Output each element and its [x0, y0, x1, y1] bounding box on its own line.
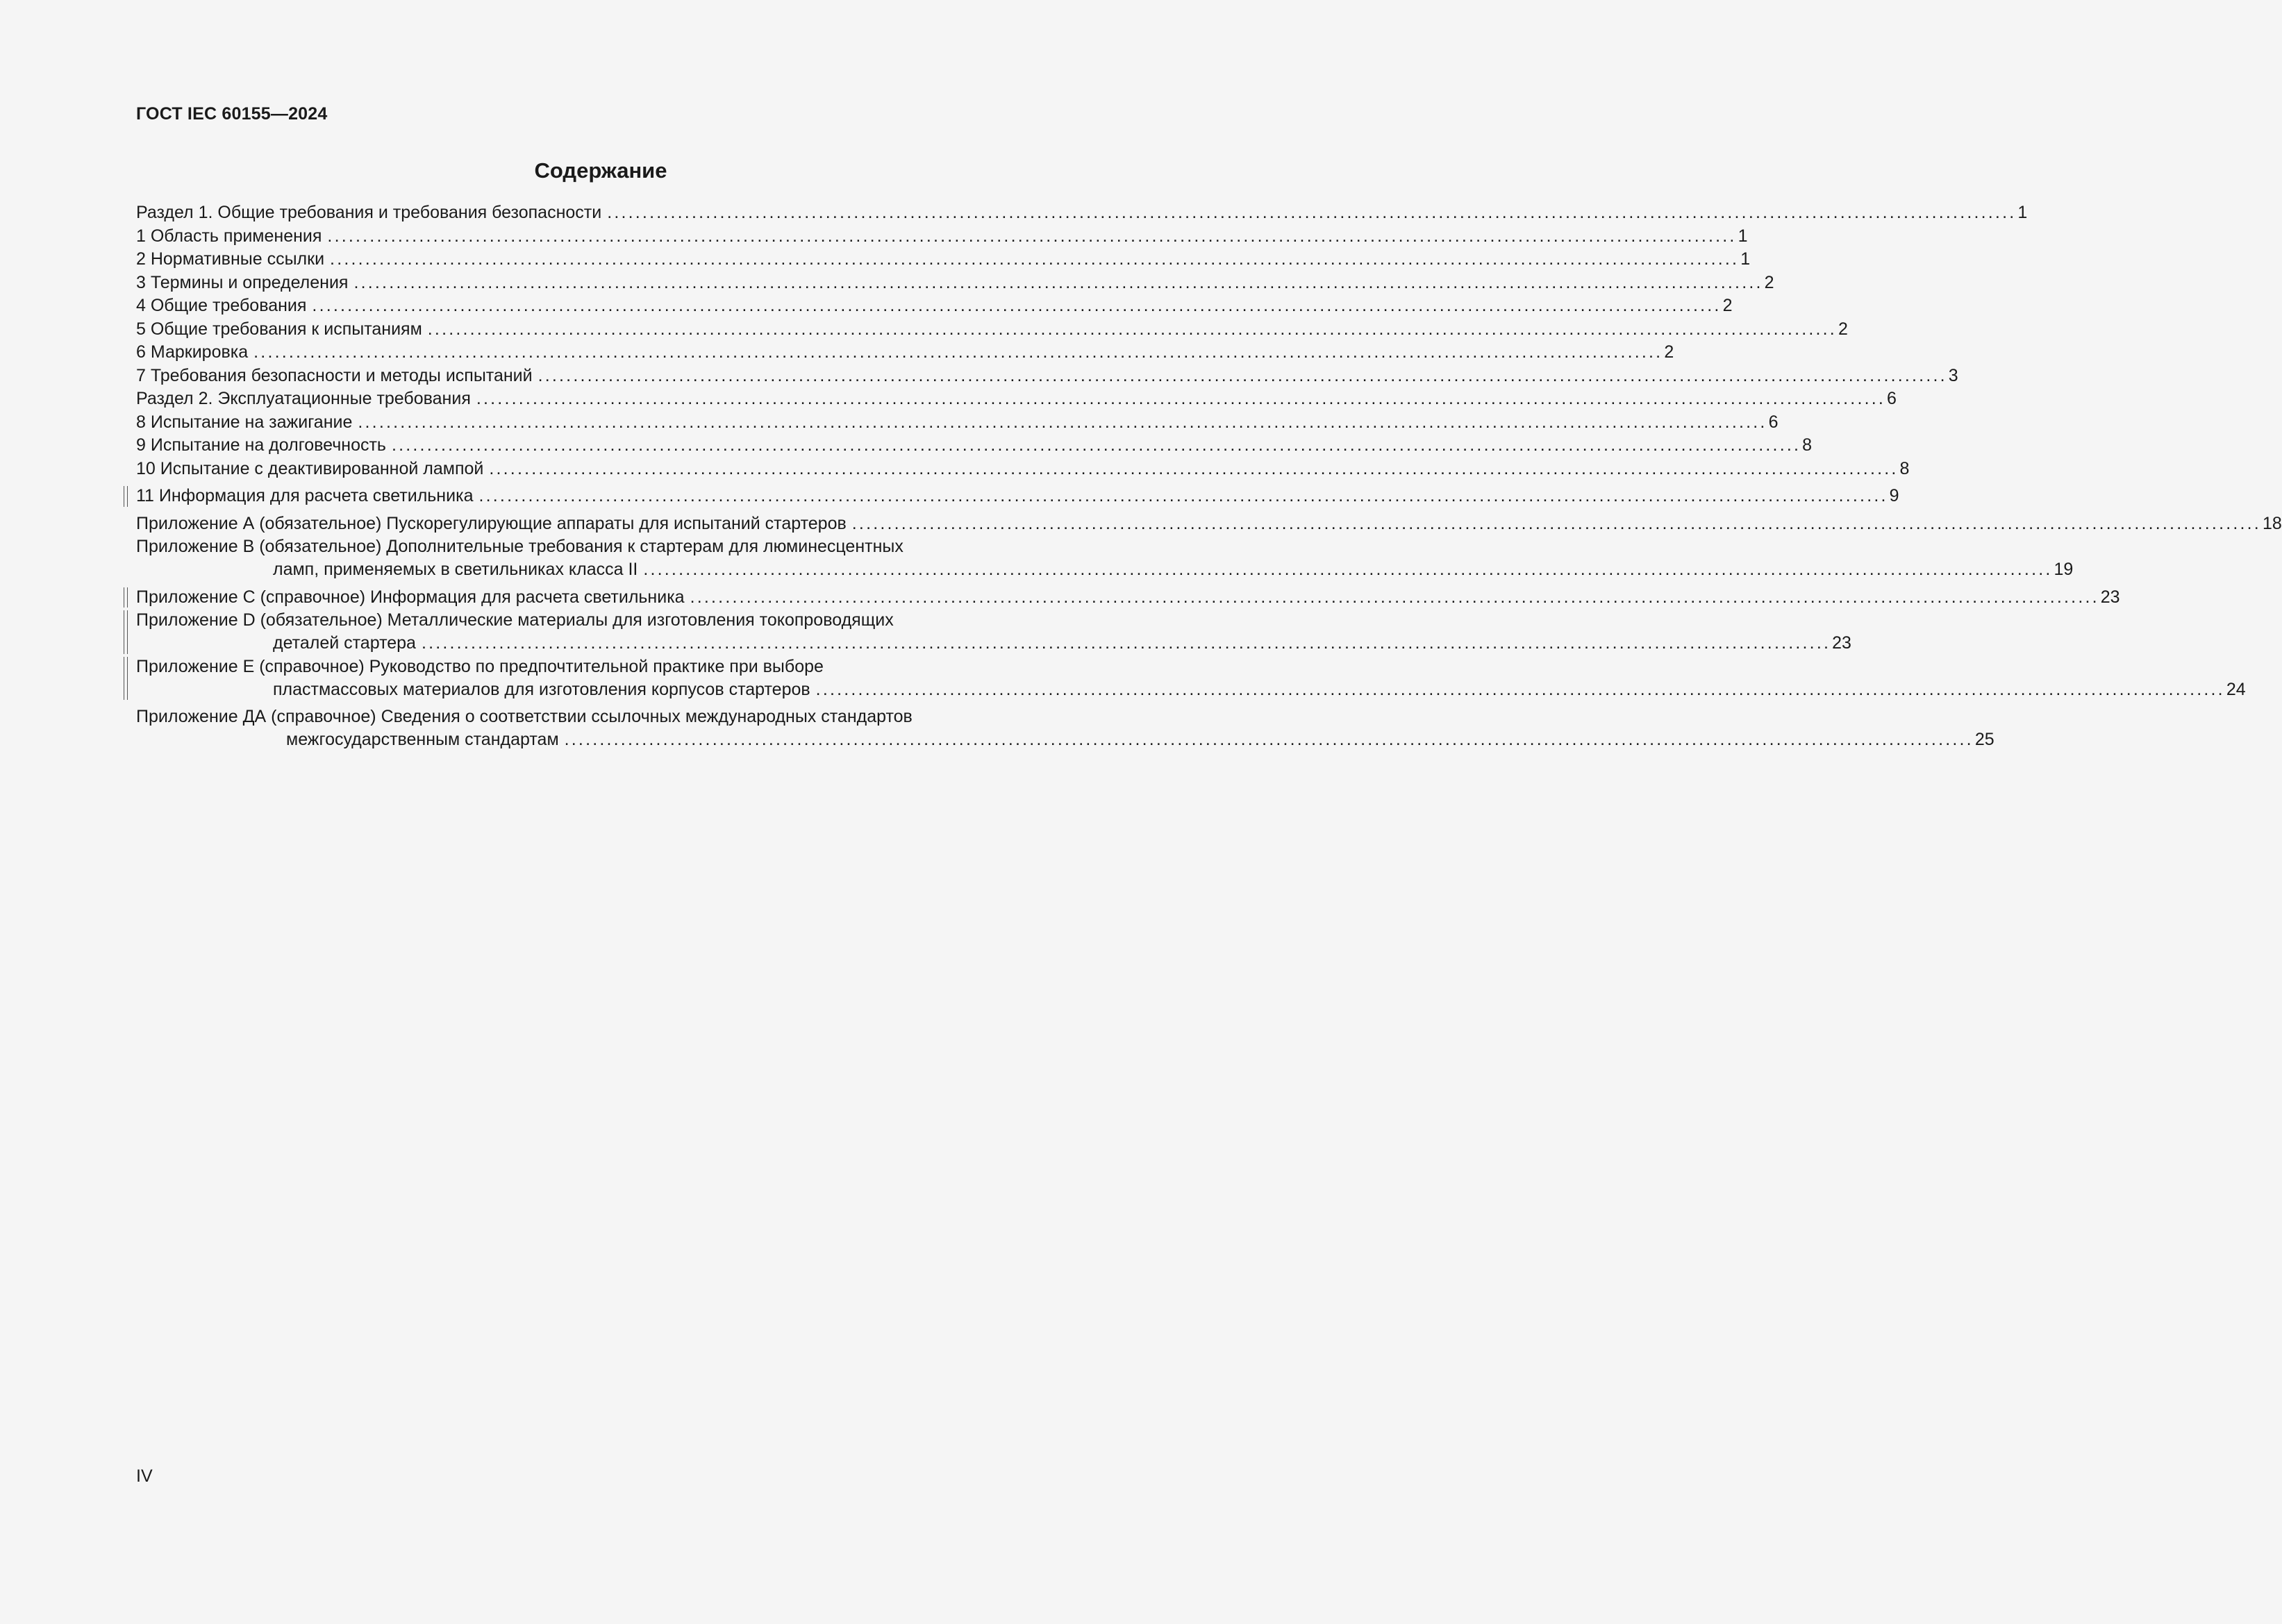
toc-entry-title-line1: Приложение D (обязательное) Металлические материалы для изготовления токопроводящих [136, 610, 894, 630]
toc-entry-page: 2 [1722, 296, 1733, 315]
toc-entry-title: межгосударственным стандартам [286, 730, 559, 749]
toc-entry-title: ламп, применяемых в светильниках класса II [273, 560, 638, 579]
toc-entry-title: 1 Область применения [136, 226, 322, 246]
leader-dots: ........................................................................................................................................................................................................ [607, 203, 2017, 222]
toc-entry [136, 365, 1958, 388]
toc-entry-title: 2 Нормативные ссылки [136, 249, 325, 269]
toc-entry-page: 8 [1899, 458, 1910, 478]
toc-entry [136, 609, 1851, 655]
leader-dots: ........................................................................................................................................................................................................ [478, 486, 1888, 505]
toc-entry-title-line1: Приложение Е (справочное) Руководство по предпочтительной практике при выборе [136, 656, 824, 676]
page-title: Содержание [534, 158, 667, 183]
toc-entry-title: 11 Информация для расчета светильника [136, 486, 474, 505]
leader-dots: ........................................................................................................................................................................................................ [312, 296, 1722, 315]
leader-dots: ........................................................................................................................................................................................................ [421, 633, 1831, 653]
toc-entry [136, 586, 2120, 610]
toc-entry-title: 6 Маркировка [136, 342, 249, 362]
leader-dots: ........................................................................................................................................................................................................ [327, 226, 1737, 246]
toc-entry [136, 294, 1733, 318]
toc-entry-page: 1 [2017, 203, 2028, 222]
toc-entry-page: 25 [1974, 730, 1994, 749]
leader-dots: ........................................................................................................................................................................................................ [330, 249, 1740, 269]
toc-entry-page: 2 [1764, 272, 1774, 292]
leader-dots: ........................................................................................................................................................................................................ [851, 513, 2261, 533]
toc-entry-title: 5 Общие требования к испытаниям [136, 319, 422, 339]
document-header: ГОСТ IEC 60155—2024 [136, 104, 328, 124]
toc-entry-page: 2 [1838, 319, 1848, 339]
toc-entry-title: деталей стартера [273, 633, 416, 653]
leader-dots: ........................................................................................................................................................................................................ [353, 272, 1763, 292]
toc-entry-page: 1 [1738, 226, 1748, 246]
toc-entry-page: 3 [1948, 365, 1958, 385]
leader-dots: ........................................................................................................................................................................................................ [690, 587, 2099, 607]
toc-entry [136, 705, 1994, 752]
toc-entry-page: 24 [2226, 679, 2246, 699]
toc-entry-title-line1: Приложение ДА (справочное) Сведения о соответствии ссылочных международных стандартов [136, 707, 913, 726]
toc-entry-page: 6 [1768, 412, 1779, 432]
leader-dots: ........................................................................................................................................................................................................ [815, 679, 2225, 699]
leader-dots: ........................................................................................................................................................................................................ [391, 435, 1801, 455]
toc-entry-title-line1: Приложение В (обязательное) Дополнительные требования к стартерам для люминесцентных [136, 537, 903, 556]
leader-dots: ........................................................................................................................................................................................................ [358, 412, 1767, 432]
page-number: IV [136, 1466, 153, 1486]
toc-entry-title: 7 Требования безопасности и методы испытаний [136, 365, 533, 385]
toc-entry [136, 271, 1774, 295]
toc-entry [136, 225, 1748, 249]
toc-entry-title: 8 Испытание на зажигание [136, 412, 353, 432]
toc-entry-title: 10 Испытание с деактивированной лампой [136, 458, 484, 478]
toc-entry [136, 341, 1674, 365]
toc-entry-page: 1 [1740, 249, 1751, 269]
toc-entry-title: Приложение С (справочное) Информация для расчета светильника [136, 587, 685, 607]
toc-entry [136, 655, 2246, 702]
toc-entry-page: 9 [1889, 486, 1899, 505]
toc-entry [136, 512, 2282, 536]
leader-dots: ........................................................................................................................................................................................................ [427, 319, 1837, 339]
toc-entry [136, 318, 1848, 342]
leader-dots: ........................................................................................................................................................................................................ [253, 342, 1663, 362]
toc-entry [136, 535, 2074, 582]
toc-entry-title: Раздел 2. Эксплуатационные требования [136, 389, 471, 408]
table-of-contents [136, 201, 2282, 752]
toc-entry-title: Приложение А (обязательное) Пускорегулирующие аппараты для испытаний стартеров [136, 513, 847, 533]
toc-entry-title: 9 Испытание на долговечность [136, 435, 386, 455]
toc-entry [136, 248, 1751, 271]
leader-dots: ........................................................................................................................................................................................................ [489, 458, 1899, 478]
leader-dots: ........................................................................................................................................................................................................ [538, 365, 1947, 385]
toc-entry-page: 6 [1887, 389, 1897, 408]
toc-entry-title: 4 Общие требования [136, 296, 307, 315]
toc-entry [136, 434, 1813, 458]
toc-entry [136, 201, 2028, 225]
toc-entry-page: 19 [2054, 560, 2074, 579]
toc-entry [136, 411, 1779, 435]
toc-entry-page: 23 [1832, 633, 1851, 653]
toc-entry-page: 23 [2100, 587, 2120, 607]
leader-dots: ........................................................................................................................................................................................................ [643, 560, 2053, 579]
leader-dots: ........................................................................................................................................................................................................ [564, 730, 1974, 749]
toc-entry-title: Раздел 1. Общие требования и требования безопасности [136, 203, 602, 222]
leader-dots: ........................................................................................................................................................................................................ [476, 389, 1886, 408]
toc-entry [136, 387, 1897, 411]
toc-entry [136, 458, 1910, 481]
toc-entry-title: 3 Термины и определения [136, 272, 349, 292]
toc-entry [136, 485, 1899, 508]
toc-entry-page: 8 [1802, 435, 1813, 455]
toc-entry-title: пластмассовых материалов для изготовления корпусов стартеров [273, 679, 810, 699]
toc-entry-page: 18 [2262, 513, 2282, 533]
toc-entry-page: 2 [1664, 342, 1674, 362]
